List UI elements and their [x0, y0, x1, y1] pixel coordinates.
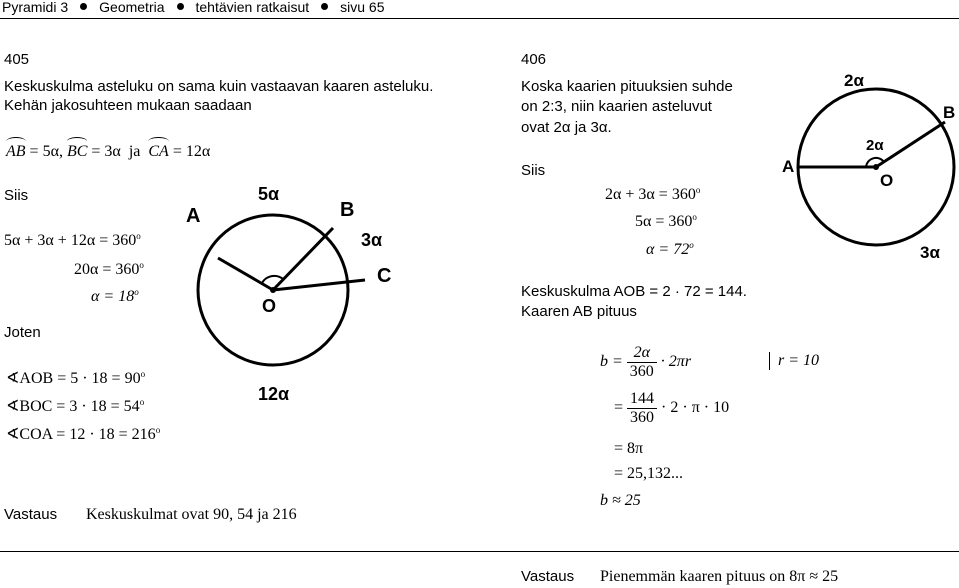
intro-line-3: ovat 2α ja 3α. — [521, 119, 612, 136]
problem-number-406: 406 — [521, 51, 547, 68]
radius-ob — [876, 122, 945, 167]
arc-ab-value: = 5α, — [29, 143, 63, 160]
bullet-icon — [80, 3, 87, 10]
arc-length-line-3: = 8π — [614, 440, 644, 457]
label-a: A — [782, 157, 795, 176]
arc-length-line-4: = 25,132... — [614, 465, 684, 482]
arc-length-line-1: b = $\frac{2\alpha}{360}$ · 2πr — [600, 344, 692, 380]
label-c: C — [377, 265, 392, 287]
kaaren-line: Kaaren AB pituus — [521, 303, 637, 320]
circle-figure-405 — [180, 180, 410, 405]
angle-boc: ∢BOC = $3 \cdot 18 = 54^o$ — [6, 397, 145, 415]
radius-oc — [273, 280, 365, 290]
bullet-icon — [321, 3, 328, 10]
arc-bc: BC — [66, 143, 88, 160]
answer-text-406: Pienemmän kaaren pituus on 8π ≈ 25 — [600, 568, 839, 585]
answer-text-405: Keskuskulmat ovat 90, 54 ja 216 — [86, 506, 297, 523]
radius-condition: r = 10 — [769, 352, 819, 370]
problem-number-405: 405 — [4, 51, 30, 68]
angle-coa: ∢COA = $12 \cdot 18 = 216^o$ — [6, 425, 161, 443]
arc-ab: AB — [6, 143, 26, 160]
radius-ob — [273, 228, 333, 290]
equation-line-1: $5\alpha + 3\alpha + 12\alpha = 360^o$ — [4, 231, 141, 249]
label-12alpha: 12α — [258, 384, 290, 404]
header-title: Pyramidi 3 — [2, 0, 69, 15]
arc-bc-value: = 3α — [91, 143, 121, 160]
header-page: sivu 65 — [340, 0, 385, 15]
equation-line-1: $2\alpha + 3\alpha = 360^o$ — [605, 185, 701, 203]
answer-label-406: Vastaus — [521, 568, 575, 585]
label-3alpha: 3α — [920, 243, 940, 262]
header-divider — [0, 18, 959, 19]
arc-length-line-2: = $\frac{144}{360}$ · 2 · π · 10 — [614, 390, 730, 426]
header-subject: Geometria — [99, 0, 165, 15]
intro-line-2: on 2:3, niin kaarien asteluvut — [521, 98, 712, 115]
fraction-1: $\frac{2\alpha}{360}$ — [627, 344, 657, 381]
joten-label: Joten — [4, 324, 41, 341]
equation-line-2: $5\alpha = 360^o$ — [635, 212, 697, 230]
siis-label: Siis — [521, 162, 546, 179]
arc-ca-value: = 12α — [172, 143, 211, 160]
equation-line-3: $\alpha = 72^o$ — [646, 240, 694, 258]
label-a: A — [186, 205, 201, 227]
intro-line-1: Koska kaarien pituuksien suhde — [521, 78, 733, 95]
label-b: B — [340, 199, 355, 221]
label-2alpha-center: 2α — [866, 137, 884, 154]
intro-line-2: Kehän jakosuhteen mukaan saadaan — [4, 97, 252, 114]
label-5alpha: 5α — [258, 184, 280, 204]
angle-aob: ∢AOB = $5 \cdot 18 = 90^o$ — [6, 369, 146, 387]
label-2alpha-top: 2α — [844, 71, 864, 90]
equation-line-2: $20\alpha = 360^o$ — [74, 260, 144, 278]
answer-label-405: Vastaus — [4, 506, 58, 523]
arc-ca: CA — [148, 143, 169, 160]
label-3alpha: 3α — [361, 230, 383, 250]
label-b: B — [943, 103, 956, 122]
label-o: O — [262, 296, 277, 316]
fraction-2: $\frac{144}{360}$ — [627, 390, 657, 427]
keskuskulma-line: Keskuskulma AOB = 2 · 72 = 144. — [521, 283, 747, 300]
intro-line-1: Keskuskulma asteluku on sama kuin vastaavan kaaren asteluku. — [4, 78, 434, 95]
equation-line-3: $\alpha = 18^o$ — [91, 287, 139, 305]
radius-oa — [218, 258, 273, 290]
circle-figure-406 — [780, 62, 958, 268]
footer-divider — [0, 551, 959, 552]
siis-label: Siis — [4, 187, 29, 204]
arc-length-approx: b ≈ 25 — [600, 492, 641, 509]
label-o: O — [880, 171, 894, 190]
header-section: tehtävien ratkaisut — [195, 0, 310, 15]
bullet-icon — [177, 3, 184, 10]
center-point — [270, 287, 276, 293]
arc-equation — [6, 143, 210, 161]
header — [2, 0, 384, 15]
center-point — [873, 164, 879, 170]
arc-ja: ja — [128, 143, 141, 160]
